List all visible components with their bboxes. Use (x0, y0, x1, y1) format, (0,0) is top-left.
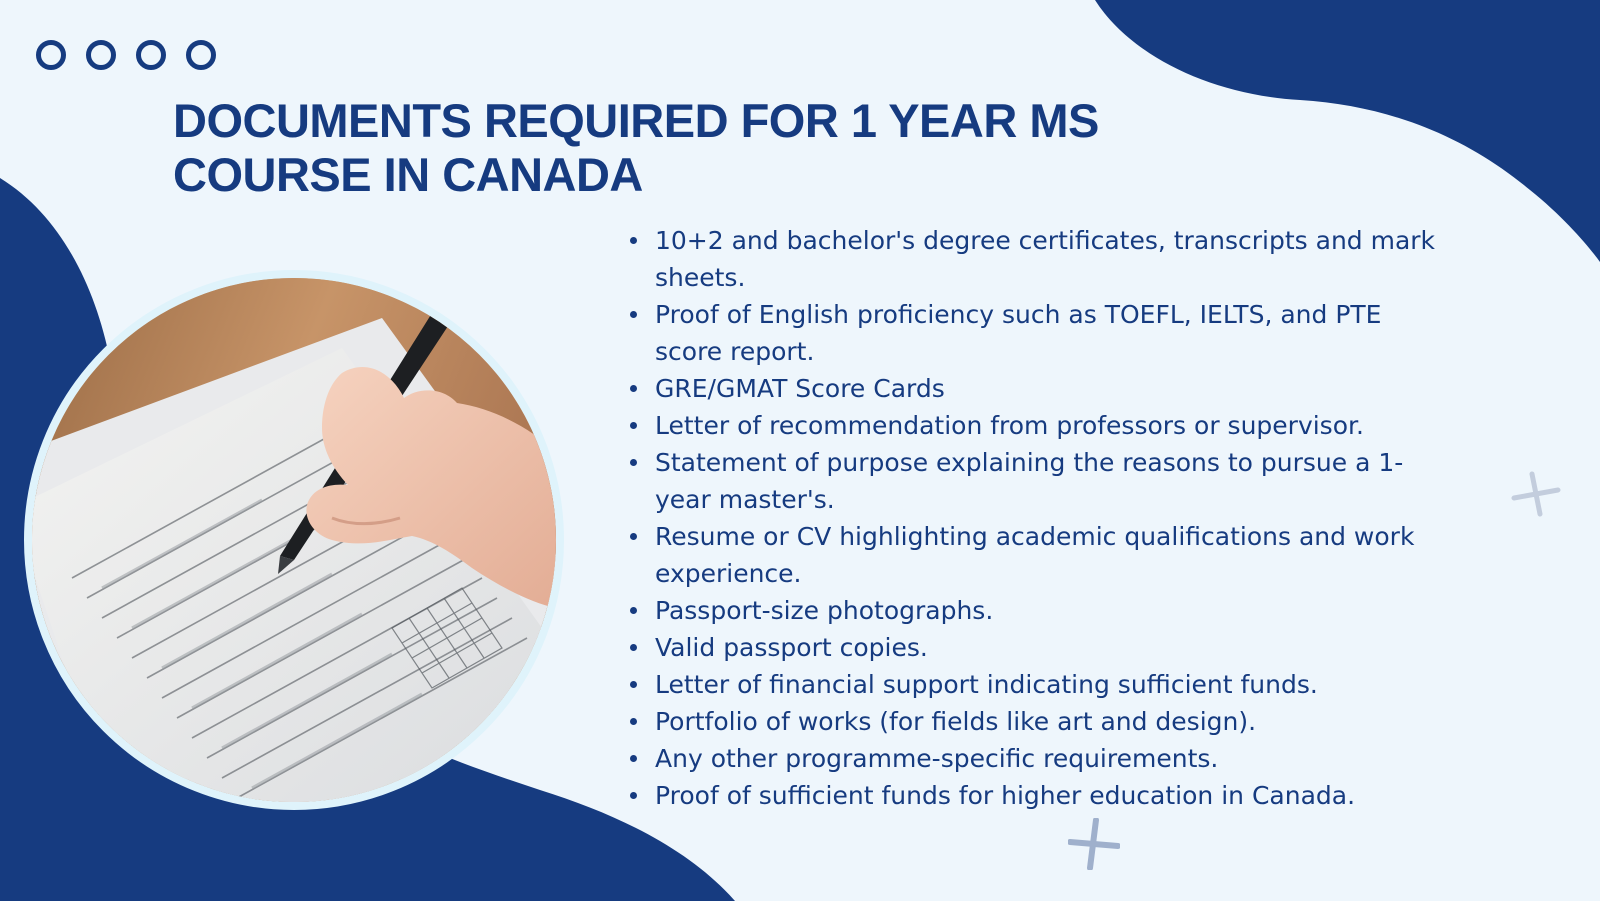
list-item: Letter of recommendation from professors or supervisor. (626, 407, 1456, 444)
ring-dot-icon (186, 40, 216, 70)
list-item: Portfolio of works (for fields like art and design). (626, 703, 1456, 740)
list-item: Proof of English proficiency such as TOEFL, IELTS, and PTE score report. (626, 296, 1456, 370)
documents-list (626, 222, 1456, 814)
ring-dot-icon (136, 40, 166, 70)
ring-dot-icon (86, 40, 116, 70)
list-item: Passport-size photographs. (626, 592, 1456, 629)
title-line-2: COURSE IN CANADA (173, 148, 643, 201)
title-line-1: DOCUMENTS REQUIRED FOR 1 YEAR MS (173, 94, 1099, 147)
list-item: Statement of purpose explaining the reasons to pursue a 1-year master's. (626, 444, 1456, 518)
plus-icon (1068, 818, 1120, 870)
list-item: Letter of financial support indicating sufficient funds. (626, 666, 1456, 703)
list-item: Valid passport copies. (626, 629, 1456, 666)
list-item: 10+2 and bachelor's degree certificates, transcripts and mark sheets. (626, 222, 1456, 296)
list-item: Resume or CV highlighting academic qualifications and work experience. (626, 518, 1456, 592)
list-item: GRE/GMAT Score Cards (626, 370, 1456, 407)
hand-writing-on-form-image (32, 278, 556, 802)
plus-icon (1510, 468, 1562, 520)
list-item: Proof of sufficient funds for higher education in Canada. (626, 777, 1456, 814)
decorative-dots (36, 40, 216, 70)
list-item: Any other programme-specific requirements. (626, 740, 1456, 777)
document-photo (24, 270, 564, 810)
ring-dot-icon (36, 40, 66, 70)
page-title (173, 94, 1133, 202)
